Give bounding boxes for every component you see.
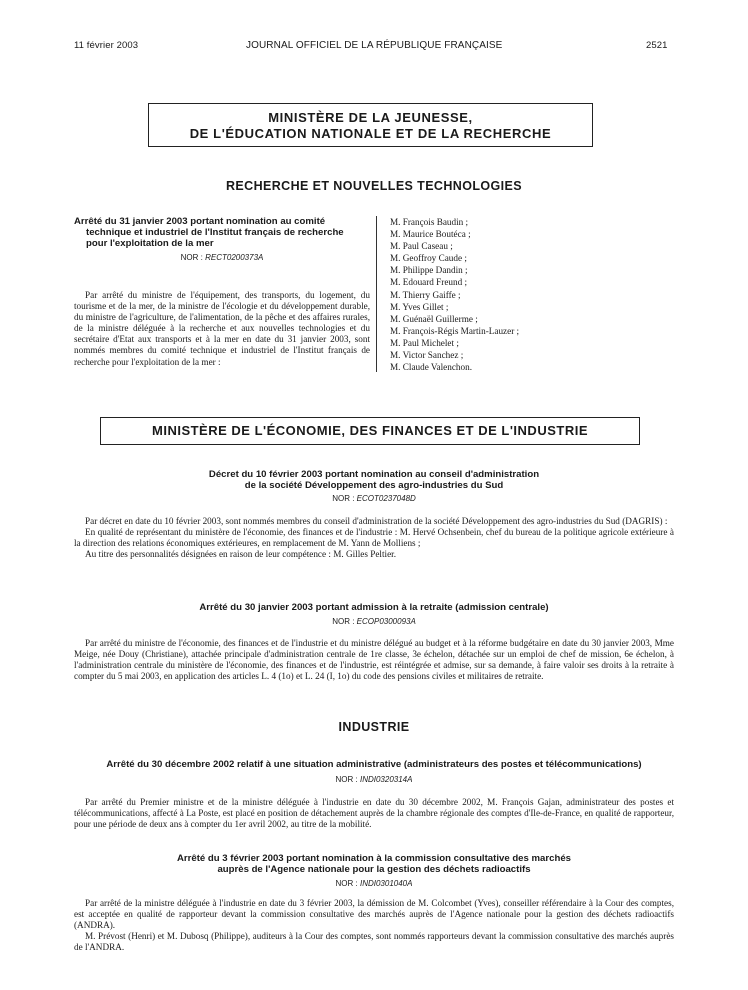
list-item: M. Guénaël Guillerme ; <box>390 313 478 324</box>
decret-paragraph: Par décret en date du 10 février 2003, sont nommés membres du conseil d'administration de la société Développement des agro-industries du Sud (DAGRIS) : <box>85 516 668 526</box>
arrete2-body: Par arrêté du ministre de l'économie, des finances et de l'industrie et du ministre délégué au budget et à la réforme budgétaire en date du 30 janvier 2003, Mme Meige, née Douy (Christiane), attachée principale d'administration centrale de 1re classe, 3e échelon, détachée sur un emploi de chef de mission, 6e échelon, à l'administration centrale du ministère de l'économie, des finances et de l'industrie, est réintégrée et admise, sur sa demande, à faire valoir ses droits à la retraite à compter du 5 mai 2003, en application des articles L. 4 (1o) et L. 24 (I, 1o) du code des pensions civiles et militaires de retraite. <box>74 638 674 682</box>
decret-title <box>74 469 674 491</box>
section-heading-industrie: INDUSTRIE <box>338 720 410 734</box>
list-item: M. Paul Michelet ; <box>390 337 459 348</box>
list-item: M. Geoffroy Caude ; <box>390 253 467 264</box>
list-item: M. François Baudin ; <box>390 217 469 227</box>
arrete4-paragraph: Par arrêté de la ministre déléguée à l'industrie en date du 3 février 2003, la démission de M. Colcombet (Yves), conseiller référendaire à la Cour des comptes, est acceptée en qualité de rapporteur devant la commission consultative des marchés auprès de l'Agence nationale pour la gestion des déchets radioactifs (ANDRA). <box>74 898 674 931</box>
arrete2-nor <box>74 617 674 626</box>
list-item: M. Philippe Dandin ; <box>390 265 468 276</box>
nor-label: NOR : <box>335 775 358 784</box>
header-date: 11 février 2003 <box>74 40 139 51</box>
arrete3-body: Par arrêté du Premier ministre et de la ministre déléguée à l'industrie en date du 30 décembre 2002, M. François Gajan, administrateur des postes et télécommunications, affecté à La Poste, est placé en position de détachement auprès de la chambre régionale des comptes d'Ile-de-France, en qualité de rapporteur, pour une période de deux ans à compter du 1er avril 2002, au titre de la mobilité. <box>74 797 674 830</box>
arrete4-title-line1: Arrêté du 3 février 2003 portant nomination à la commission consultative des marchés <box>176 853 571 864</box>
decret-nor <box>74 494 674 503</box>
arrete3-title: Arrêté du 30 décembre 2002 relatif à une situation administrative (administrateurs des postes et télécommunications) <box>106 759 642 770</box>
ministry-box-line1: MINISTÈRE DE LA JEUNESSE, <box>268 110 473 125</box>
arrete4-nor <box>74 879 674 888</box>
decret-title-line2: de la société Développement des agro-industries du Sud <box>244 480 504 491</box>
column-divider <box>376 216 377 372</box>
arrete4-title-line2: auprès de l'Agence nationale pour la gestion des déchets radioactifs <box>217 864 531 875</box>
nor-code: RECT0200373A <box>205 253 264 262</box>
decret-body <box>74 516 674 560</box>
list-item: M. Maurice Boutéca ; <box>390 229 471 240</box>
arrete4-title <box>74 853 674 875</box>
nor-label: NOR : <box>332 494 355 503</box>
list-item: M. Yves Gillet ; <box>390 301 449 312</box>
nor-label: NOR : <box>180 253 203 262</box>
arrete1-title-line2: technique et industriel de l'Institut français de recherche <box>86 227 344 238</box>
list-item: M. Victor Sanchez ; <box>390 350 464 361</box>
arrete1-title-line1: Arrêté du 31 janvier 2003 portant nomination au comité <box>74 216 326 227</box>
decret-paragraph: En qualité de représentant du ministère de l'économie, des finances et de l'industrie : M. Hervé Ochsenbein, chef du bureau de la politique agricole extérieure à la direction des relations économiques extérieures, en remplacement de M. Yann de Molliens ; <box>74 527 674 549</box>
header-journal-title: JOURNAL OFFICIEL DE LA RÉPUBLIQUE FRANÇAISE <box>246 40 503 51</box>
section-heading-recherche: RECHERCHE ET NOUVELLES TECHNOLOGIES <box>226 179 522 193</box>
list-item: M. Thierry Gaiffe ; <box>390 289 461 300</box>
arrete1-member-list <box>390 216 519 373</box>
list-item: M. Paul Caseau ; <box>390 241 453 252</box>
arrete1-title <box>74 216 370 249</box>
decret-title-line1: Décret du 10 février 2003 portant nomination au conseil d'administration <box>208 469 540 480</box>
arrete4-body <box>74 898 674 953</box>
nor-code: ECOT0237048D <box>356 494 416 503</box>
arrete4-paragraph: M. Prévost (Henri) et M. Dubosq (Philippe), auditeurs à la Cour des comptes, sont nommés rapporteurs devant la commission consultative des marchés auprès de l'ANDRA. <box>74 931 674 953</box>
ministry-box-line2: DE L'ÉDUCATION NATIONALE ET DE LA RECHERCHE <box>189 126 552 141</box>
nor-label: NOR : <box>335 879 358 888</box>
header-page-number: 2521 <box>646 40 668 51</box>
arrete3-nor <box>74 775 674 784</box>
list-item: M. Edouard Freund ; <box>390 277 468 288</box>
decret-paragraph: Au titre des personnalités désignées en raison de leur compétence : M. Gilles Peltier. <box>85 549 397 560</box>
arrete1-body: Par arrêté du ministre de l'équipement, des transports, du logement, du tourisme et de la mer, de la ministre de l'écologie et du développement durable, du ministre de l'agriculture, de l'alimentation, de la pêche et des affaires rurales, de la ministre déléguée à la recherche et aux nouvelles technologies et du secrétaire d'Etat aux transports et à la mer en date du 31 janvier 2003, sont nommés membres du comité technique et industriel de l'Institut français de recherche pour l'exploitation de la mer : <box>74 290 370 367</box>
nor-code: INDI0301040A <box>359 879 413 888</box>
arrete2-title: Arrêté du 30 janvier 2003 portant admission à la retraite (admission centrale) <box>199 602 549 613</box>
nor-label: NOR : <box>332 617 355 626</box>
ministry-box-economie: MINISTÈRE DE L'ÉCONOMIE, DES FINANCES ET DE L'INDUSTRIE <box>100 417 640 445</box>
list-item: M. François-Régis Martin-Lauzer ; <box>390 325 520 336</box>
ministry-box-jeunesse <box>148 103 593 147</box>
arrete1-title-line3: pour l'exploitation de la mer <box>86 238 214 249</box>
list-item: M. Claude Valenchon. <box>390 362 472 373</box>
arrete1-nor <box>74 253 370 262</box>
nor-code: ECOP0300093A <box>356 617 416 626</box>
nor-code: INDI0320314A <box>359 775 413 784</box>
